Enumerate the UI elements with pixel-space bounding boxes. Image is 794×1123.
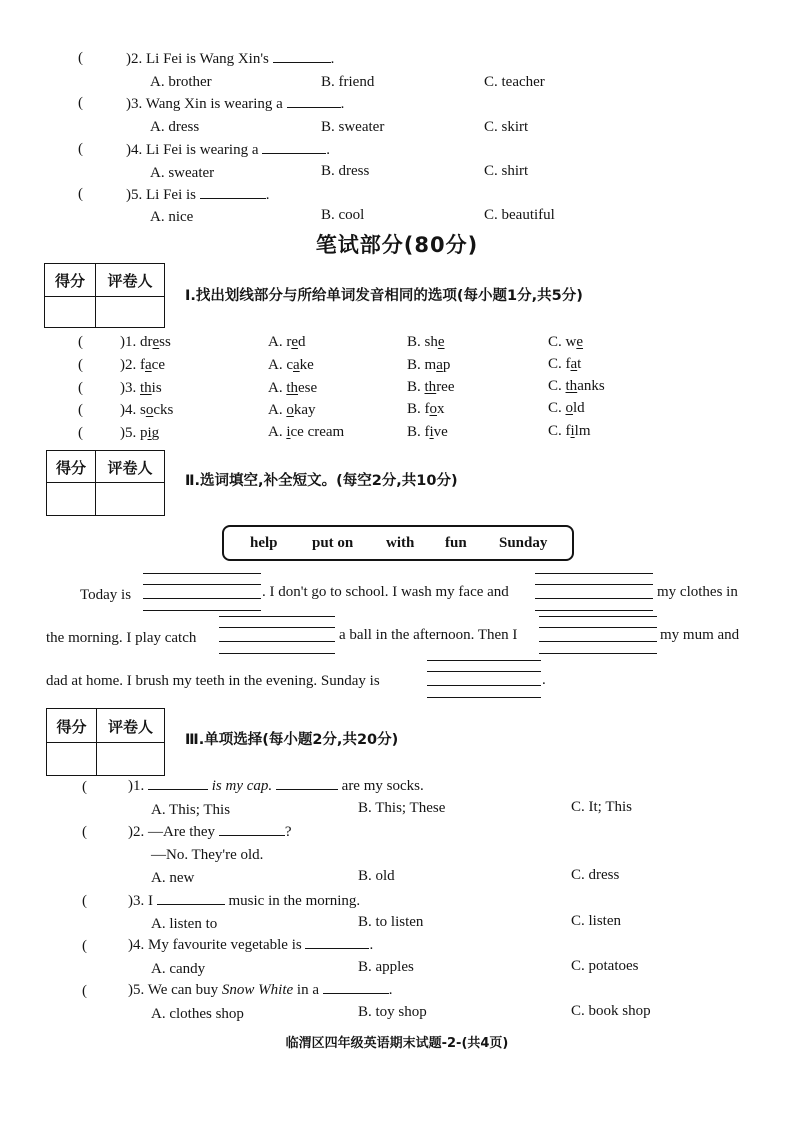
passage-text: dad at home. I brush my teeth in the evening. Sunday is bbox=[46, 673, 380, 689]
grader-label: 评卷人 bbox=[107, 272, 153, 290]
option-c[interactable]: C. listen bbox=[571, 913, 622, 929]
blank-3[interactable] bbox=[219, 616, 335, 653]
answer-blank[interactable] bbox=[219, 835, 285, 836]
score-box bbox=[46, 708, 165, 776]
blank-1[interactable] bbox=[143, 573, 261, 610]
question-stem: Li Fei is Wang Xin's bbox=[146, 51, 269, 67]
question-number: )4. bbox=[126, 142, 143, 158]
option-c[interactable]: C. film bbox=[548, 423, 591, 439]
answer-blank[interactable] bbox=[287, 107, 341, 108]
phonics-word: )4. socks bbox=[120, 402, 174, 418]
option-c[interactable]: C. It; This bbox=[571, 799, 632, 815]
passage-text: Today is bbox=[80, 587, 132, 603]
option-c[interactable]: C. skirt bbox=[484, 119, 529, 135]
answer-paren[interactable]: ( bbox=[82, 983, 87, 999]
word-bank-item: help bbox=[250, 535, 278, 551]
score-label: 得分 bbox=[54, 272, 85, 290]
written-part-title: 笔试部分(80分) bbox=[315, 233, 479, 257]
option-b[interactable]: B. three bbox=[407, 379, 455, 395]
question-stem: Li Fei is wearing a bbox=[146, 142, 259, 158]
page-footer: 临渭区四年级英语期末试题-2-(共4页) bbox=[285, 1036, 509, 1051]
question-stem: Wang Xin is wearing a bbox=[145, 96, 283, 112]
answer-paren[interactable]: ( bbox=[78, 425, 83, 441]
blank-2[interactable] bbox=[535, 573, 653, 610]
option-b[interactable]: B. apples bbox=[358, 959, 414, 975]
word-bank-item: Sunday bbox=[499, 535, 548, 551]
option-b[interactable]: B. friend bbox=[321, 74, 375, 90]
answer-blank[interactable] bbox=[200, 198, 266, 199]
answer-blank[interactable] bbox=[276, 789, 338, 790]
option-c[interactable]: C. shirt bbox=[484, 163, 529, 179]
question-stem: Li Fei is bbox=[146, 187, 197, 203]
option-c[interactable]: C. dress bbox=[571, 867, 620, 883]
option-b[interactable]: B. five bbox=[407, 424, 448, 440]
passage-text: a ball in the afternoon. Then I bbox=[339, 627, 518, 643]
answer-blank[interactable] bbox=[273, 62, 331, 63]
option-b[interactable]: B. to listen bbox=[358, 914, 424, 930]
option-a[interactable]: A. cake bbox=[268, 357, 314, 373]
answer-paren[interactable]: ( bbox=[78, 380, 83, 396]
option-c[interactable]: C. thanks bbox=[548, 378, 605, 394]
dialogue-reply: —No. They're old. bbox=[151, 847, 264, 863]
grader-label: 评卷人 bbox=[107, 718, 153, 736]
option-c[interactable]: C. book shop bbox=[571, 1003, 651, 1019]
phonics-word: )5. pig bbox=[120, 425, 160, 441]
answer-paren[interactable]: ( bbox=[82, 779, 87, 795]
question-1: )1. is my cap. are my socks. bbox=[128, 778, 424, 794]
option-b[interactable]: B. This; These bbox=[358, 800, 446, 816]
option-a[interactable]: A. sweater bbox=[150, 165, 215, 181]
option-a[interactable]: A. This; This bbox=[151, 802, 231, 818]
question-end: . bbox=[330, 51, 335, 67]
question-2 bbox=[126, 51, 334, 68]
word-bank-item: put on bbox=[312, 535, 354, 551]
section-1-heading: Ⅰ.找出划线部分与所给单词发音相同的选项(每小题1分,共5分) bbox=[185, 288, 583, 304]
option-a[interactable]: A. red bbox=[268, 334, 306, 350]
passage-text: my mum and bbox=[660, 627, 740, 643]
option-b[interactable]: B. toy shop bbox=[358, 1004, 427, 1020]
option-a[interactable]: A. okay bbox=[268, 402, 316, 418]
option-a[interactable]: A. clothes shop bbox=[151, 1006, 244, 1022]
score-label: 得分 bbox=[55, 459, 86, 477]
option-a[interactable]: A. candy bbox=[151, 961, 206, 977]
answer-blank[interactable] bbox=[148, 789, 208, 790]
section-2-heading: Ⅱ.选词填空,补全短文。(每空2分,共10分) bbox=[185, 473, 458, 489]
option-a[interactable]: A. dress bbox=[150, 119, 200, 135]
question-end: . bbox=[340, 96, 345, 112]
option-b[interactable]: B. sweater bbox=[321, 119, 385, 135]
option-b[interactable]: B. old bbox=[358, 868, 395, 884]
answer-paren[interactable]: ( bbox=[78, 357, 83, 373]
answer-blank[interactable] bbox=[323, 993, 389, 994]
word-bank-item: with bbox=[386, 535, 415, 551]
option-c[interactable]: C. teacher bbox=[484, 74, 545, 90]
question-end: . bbox=[265, 187, 270, 203]
passage-text: . I don't go to school. I wash my face and bbox=[262, 584, 509, 600]
option-c[interactable]: C. beautiful bbox=[484, 207, 555, 223]
blank-4[interactable] bbox=[539, 616, 657, 653]
question-number: )2. bbox=[126, 51, 143, 67]
option-a[interactable]: A. brother bbox=[150, 74, 212, 90]
question-end: . bbox=[326, 142, 330, 158]
question-2: )2. —Are they ? bbox=[128, 824, 292, 840]
option-b[interactable]: B. map bbox=[407, 357, 451, 373]
option-a[interactable]: A. these bbox=[268, 380, 318, 396]
option-c[interactable]: C. fat bbox=[548, 356, 582, 372]
question-5 bbox=[126, 187, 270, 204]
score-box bbox=[46, 450, 165, 516]
question-4: )4. My favourite vegetable is . bbox=[128, 937, 374, 953]
question-5: )5. We can buy Snow White in a . bbox=[128, 982, 393, 998]
option-a[interactable]: A. new bbox=[151, 870, 195, 886]
answer-paren[interactable]: ( bbox=[78, 186, 83, 202]
score-box bbox=[44, 263, 165, 328]
phonics-word: )1. dress bbox=[120, 334, 171, 350]
word-bank bbox=[222, 525, 574, 561]
answer-blank[interactable] bbox=[262, 153, 326, 154]
word-bank-item: fun bbox=[445, 535, 467, 551]
question-4 bbox=[126, 142, 330, 159]
option-a[interactable]: A. listen to bbox=[151, 916, 218, 932]
option-b[interactable]: B. cool bbox=[321, 207, 365, 223]
phonics-word: )3. this bbox=[120, 380, 162, 396]
option-a[interactable]: A. ice cream bbox=[268, 424, 345, 440]
passage-text: my clothes in bbox=[657, 584, 738, 600]
question-3: )3. I music in the morning. bbox=[128, 893, 361, 909]
answer-paren[interactable]: ( bbox=[82, 938, 87, 954]
passage-text: the morning. I play catch bbox=[46, 630, 197, 646]
option-c[interactable]: C. old bbox=[548, 400, 585, 416]
score-label: 得分 bbox=[56, 718, 87, 736]
answer-blank[interactable] bbox=[305, 948, 369, 949]
answer-paren[interactable]: ( bbox=[78, 334, 83, 350]
answer-blank[interactable] bbox=[157, 904, 225, 905]
blank-5[interactable] bbox=[427, 660, 541, 697]
option-c[interactable]: C. we bbox=[548, 334, 584, 350]
answer-paren[interactable]: ( bbox=[78, 95, 83, 111]
grader-label: 评卷人 bbox=[107, 459, 153, 477]
option-c[interactable]: C. potatoes bbox=[571, 958, 639, 974]
answer-paren[interactable]: ( bbox=[78, 50, 83, 66]
option-b[interactable]: B. dress bbox=[321, 163, 370, 179]
question-number: )5. bbox=[126, 187, 143, 203]
question-3 bbox=[126, 96, 344, 113]
answer-paren[interactable]: ( bbox=[78, 141, 83, 157]
question-number: )3. bbox=[126, 96, 143, 112]
answer-paren[interactable]: ( bbox=[82, 824, 87, 840]
option-a[interactable]: A. nice bbox=[150, 209, 194, 225]
answer-paren[interactable]: ( bbox=[78, 402, 83, 418]
answer-paren[interactable]: ( bbox=[82, 893, 87, 909]
section-3-heading: Ⅲ.单项选择(每小题2分,共20分) bbox=[185, 732, 399, 748]
passage-text: . bbox=[542, 672, 546, 688]
phonics-word: )2. face bbox=[120, 357, 165, 373]
option-b[interactable]: B. she bbox=[407, 334, 445, 350]
option-b[interactable]: B. fox bbox=[407, 401, 445, 417]
